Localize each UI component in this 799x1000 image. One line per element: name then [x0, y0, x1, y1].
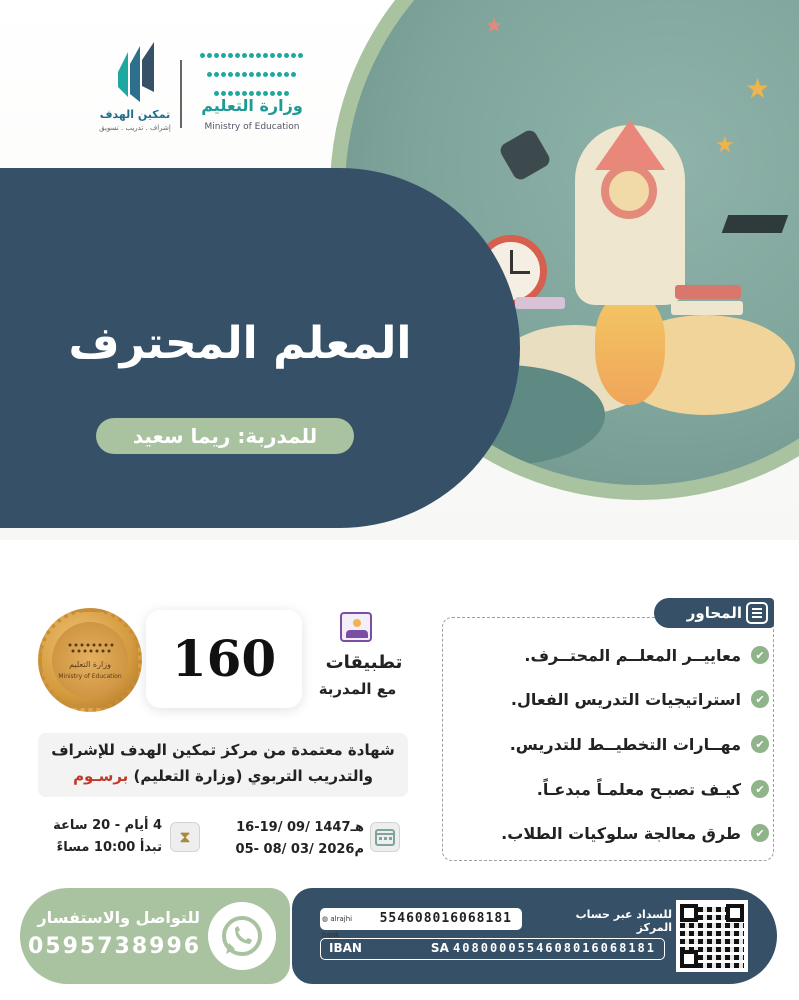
logo-divider: [180, 60, 182, 128]
axes-header: [654, 598, 774, 628]
center-name: تمكين الهدف: [99, 108, 171, 121]
axis-text: طرق معالجة سلوكيات الطلاب.: [501, 823, 741, 843]
rocket-window: [601, 163, 657, 219]
applications-subtitle: مع المدربة: [318, 680, 397, 698]
list-item: [449, 774, 769, 804]
rocket-flame: [595, 295, 665, 405]
calendar-icon: [370, 822, 400, 852]
whatsapp-glyph: [219, 913, 265, 959]
list-item: [449, 818, 769, 848]
hours-count: 160: [146, 610, 302, 708]
clock-hand: [510, 271, 530, 274]
medal-text-ar: وزارة التعليم: [69, 660, 111, 669]
check-icon: ✔: [751, 824, 769, 842]
ministry-name-en: Ministry of Education: [204, 122, 300, 132]
axis-text: معاييــر المعلــم المحتــرف.: [524, 645, 741, 665]
start-time: تبدأ 10:00 مساءً: [56, 840, 162, 855]
list-item: [449, 729, 769, 759]
applications-title: تطبيقات: [325, 652, 403, 673]
list-item: [449, 640, 769, 670]
qr-finder: [726, 904, 744, 922]
gregorian-date: 05- 08/ 03/ 2026م: [235, 842, 364, 857]
certificate-line2: والتدريب التربوي (وزارة التعليم): [133, 767, 373, 785]
certificate-box: [38, 733, 408, 797]
books-icon: [515, 297, 565, 309]
bank-logo-icon: ◍: [322, 915, 329, 923]
iban-number: 4080000554608016068181: [453, 941, 656, 955]
hijri-date: 16-19/ 09/ 1447هـ: [236, 820, 364, 835]
presentation-icon: [340, 612, 372, 642]
course-duration: 4 أيام - 20 ساعة: [53, 818, 162, 833]
axis-text: استراتيجيات التدريس الفعال.: [510, 689, 741, 709]
course-title: المعلم المحترف: [68, 318, 412, 369]
medal-logo-mark: [66, 640, 114, 659]
trainer-badge: للمدربة: ريما سعيد: [96, 418, 354, 454]
qr-finder: [680, 904, 698, 922]
axis-text: كيـف تصبـح معلمـاً مبدعـاً.: [536, 779, 741, 799]
bank-logo: [322, 911, 364, 939]
star-icon: ★: [715, 133, 735, 158]
axis-text: مهــارات التخطيــط للتدريس.: [509, 734, 741, 754]
microscope-icon: [498, 128, 553, 183]
bank-logo-text: alrajhi bank: [322, 915, 353, 939]
certificate-fee: برسـوم: [73, 767, 129, 785]
graduation-cap-icon: [722, 215, 789, 233]
check-icon: ✔: [751, 690, 769, 708]
ministry-logo-mark: [192, 44, 310, 101]
whatsapp-icon[interactable]: [208, 902, 276, 970]
center-tagline: إشراف . تدريب . تسويق: [99, 124, 171, 132]
axes-header-label: المحاور: [686, 604, 742, 622]
star-icon: ★: [745, 72, 771, 105]
ministry-dots-icon: [66, 641, 114, 655]
qr-finder: [680, 950, 698, 968]
payment-label: للسداد عبر حساب المركز: [575, 908, 672, 934]
star-icon: ★: [485, 13, 503, 37]
books-icon: [671, 301, 743, 315]
iban-prefix: IBAN: [329, 941, 362, 955]
check-icon: ✔: [751, 780, 769, 798]
list-icon: [746, 602, 768, 624]
books-icon: [675, 285, 741, 299]
list-item: [449, 684, 769, 714]
ministry-name-ar: وزارة التعليم: [201, 96, 303, 115]
hourglass-icon: ⧗: [170, 822, 200, 852]
contact-label: للتواصل والاستفسار: [37, 908, 200, 927]
iban-country: SA: [430, 941, 449, 955]
phone-number[interactable]: 0595738996: [28, 934, 202, 959]
check-icon: ✔: [751, 735, 769, 753]
medal-text-en: Ministry of Education: [58, 673, 122, 680]
iban-field[interactable]: [320, 938, 665, 960]
calendar-glyph: [371, 823, 399, 851]
tamkeen-logo-icon: [110, 42, 160, 104]
certificate-line1: شهادة معتمدة من مركز تمكين الهدف للإشراف: [51, 741, 395, 759]
check-icon: ✔: [751, 646, 769, 664]
account-number[interactable]: 554608016068181: [320, 908, 522, 930]
